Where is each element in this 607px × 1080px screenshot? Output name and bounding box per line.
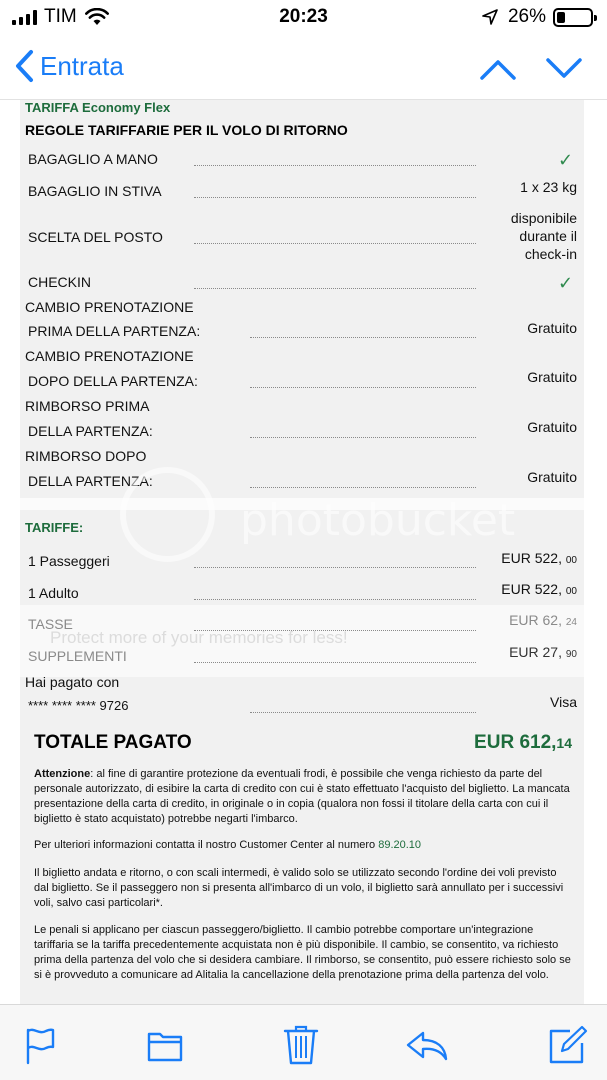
section-title: REGOLE TARIFFARIE PER IL VOLO DI RITORNO <box>25 122 348 138</box>
rule-label-refund-before-1: RIMBORSO PRIMA <box>25 398 150 414</box>
battery-percent: 26% <box>507 6 546 27</box>
penalty-paragraph: Le penali si applicano per ciascun passeggero/biglietto. Il cambio potrebbe comportare un'integrazione tariffaria se la tariffa precedentemente acquistata non è più disponibile. Il cambio, se consentito, va richiesto prima della partenza del volo che si desidera cambiare. Il rimborso, se consentito, può essere richiesto solo se si è provveduto a comunicare ad Alitalia la cancellazione della prenotazione prima della partenza del volo. <box>34 924 571 981</box>
rule-label-change-before-1: CAMBIO PRENOTAZIONE <box>25 299 194 315</box>
fare-title: TARIFFA Economy Flex <box>25 100 171 115</box>
card-number: **** **** **** 9726 <box>28 698 129 713</box>
back-label: Entrata <box>40 50 124 81</box>
rule-label-refund-after-1: RIMBORSO DOPO <box>25 448 147 464</box>
rule-label-refund-before-2: DELLA PARTENZA: <box>28 423 153 439</box>
dotted-leader <box>250 712 476 713</box>
rule-value-refund-before: Gratuito <box>527 419 577 435</box>
status-time: 20:23 <box>279 6 328 27</box>
rule-value-checked-baggage: 1 x 23 kg <box>520 179 577 195</box>
reply-icon[interactable] <box>405 1025 449 1065</box>
compose-icon[interactable] <box>548 1025 588 1065</box>
tariffa-label-passengers: 1 Passeggeri <box>28 553 110 569</box>
attention-title: Attenzione <box>34 768 91 780</box>
location-arrow-icon <box>482 9 498 25</box>
chevron-left-icon <box>12 48 36 84</box>
tariffa-label-taxes: TASSE <box>28 616 73 632</box>
info-paragraph: Per ulteriori informazioni contatta il nostro Customer Center al numero 89.20.10 <box>34 839 422 851</box>
folder-icon[interactable] <box>146 1025 184 1065</box>
watermark-band <box>20 605 584 677</box>
rule-label-hand-baggage: BAGAGLIO A MANO <box>28 151 158 167</box>
tariffa-value-supplements: EUR 27, 90 <box>509 644 577 660</box>
dotted-leader <box>194 599 476 600</box>
watermark-brand: photobucket <box>240 495 516 546</box>
dotted-leader <box>194 662 476 663</box>
tariffa-value-adult: EUR 522, 00 <box>501 581 577 597</box>
rule-label-seat: SCELTA DEL POSTO <box>28 229 163 245</box>
dotted-leader <box>250 437 476 438</box>
rule-label-refund-after-2: DELLA PARTENZA: <box>28 473 153 489</box>
status-right <box>482 6 593 28</box>
tariffa-value-taxes: EUR 62, 24 <box>509 612 577 628</box>
dotted-leader <box>250 387 476 388</box>
rule-label-change-before-2: PRIMA DELLA PARTENZA: <box>28 323 201 339</box>
dotted-leader <box>194 288 476 289</box>
status-bar <box>0 0 607 36</box>
dotted-leader <box>194 243 476 244</box>
back-button[interactable] <box>12 48 124 84</box>
dotted-leader <box>250 337 476 338</box>
rule-label-change-after-1: CAMBIO PRENOTAZIONE <box>25 348 194 364</box>
tariffa-label-supplements: SUPPLEMENTI <box>28 648 127 664</box>
carrier-name: TIM <box>44 6 77 27</box>
rule-value-change-after: Gratuito <box>527 369 577 385</box>
section-divider <box>20 498 584 510</box>
customer-center-number[interactable]: 89.20.10 <box>378 839 422 851</box>
card-type: Visa <box>550 694 577 710</box>
rule-value-seat-1: disponibile <box>510 210 577 226</box>
tariffa-label-adult: 1 Adulto <box>28 585 79 601</box>
dotted-leader <box>194 197 476 198</box>
nav-bar <box>0 36 607 100</box>
paid-with-label: Hai pagato con <box>25 674 120 690</box>
watermark-slogan: Protect more of your memories for less! <box>50 628 348 647</box>
rule-value-change-before: Gratuito <box>527 320 577 336</box>
email-sheet <box>20 100 584 1004</box>
ticket-paragraph: Il biglietto andata e ritorno, o con scali intermedi, è valido solo se utilizzato secondo l'ordine dei voli previsto dal biglietto. Se il passeggero non si presenta all'imbarco di un volo, il biglietto sarà annullato per i successivi voli, salvo casi particolari*. <box>34 867 564 909</box>
dotted-leader <box>194 165 476 166</box>
rule-label-checked-baggage: BAGAGLIO IN STIVA <box>28 183 162 199</box>
dotted-leader <box>250 487 476 488</box>
check-icon: ✓ <box>558 273 574 293</box>
tariffa-value-passengers: EUR 522, 00 <box>501 550 577 566</box>
rule-value-refund-after: Gratuito <box>527 469 577 485</box>
rule-label-change-after-2: DOPO DELLA PARTENZA: <box>28 373 198 389</box>
rule-value-seat-3: check-in <box>524 246 577 262</box>
total-amount: EUR 612,14 <box>474 732 572 753</box>
chevron-up-icon[interactable] <box>478 50 518 86</box>
battery-level <box>557 12 565 23</box>
tariffe-title: TARIFFE: <box>25 520 84 535</box>
rule-label-checkin: CHECKIN <box>28 274 92 290</box>
bottom-toolbar <box>0 1004 607 1080</box>
dotted-leader <box>194 567 476 568</box>
email-body[interactable] <box>0 100 607 1004</box>
battery-icon <box>553 8 593 27</box>
check-icon: ✓ <box>558 150 574 170</box>
trash-icon[interactable] <box>283 1025 319 1065</box>
chevron-down-icon[interactable] <box>544 50 584 86</box>
dotted-leader <box>194 630 476 631</box>
total-label: TOTALE PAGATO <box>34 732 192 753</box>
flag-icon[interactable] <box>24 1025 56 1065</box>
rule-value-seat-2: durante il <box>519 228 577 244</box>
attention-paragraph: Attenzione: al fine di garantire protezione da eventuali frodi, è possibile che venga richiesto da parte del personale autorizzato, di esibire la carta di credito con cui è stato effettuato l'acquisto del biglietto. La mancata presentazione della carta di credito, in originale o in copia (qualora non fossi il titolare della carta con cui il biglietto è stato acquistato) potrebbe negarti l'imbarco. <box>34 768 570 825</box>
